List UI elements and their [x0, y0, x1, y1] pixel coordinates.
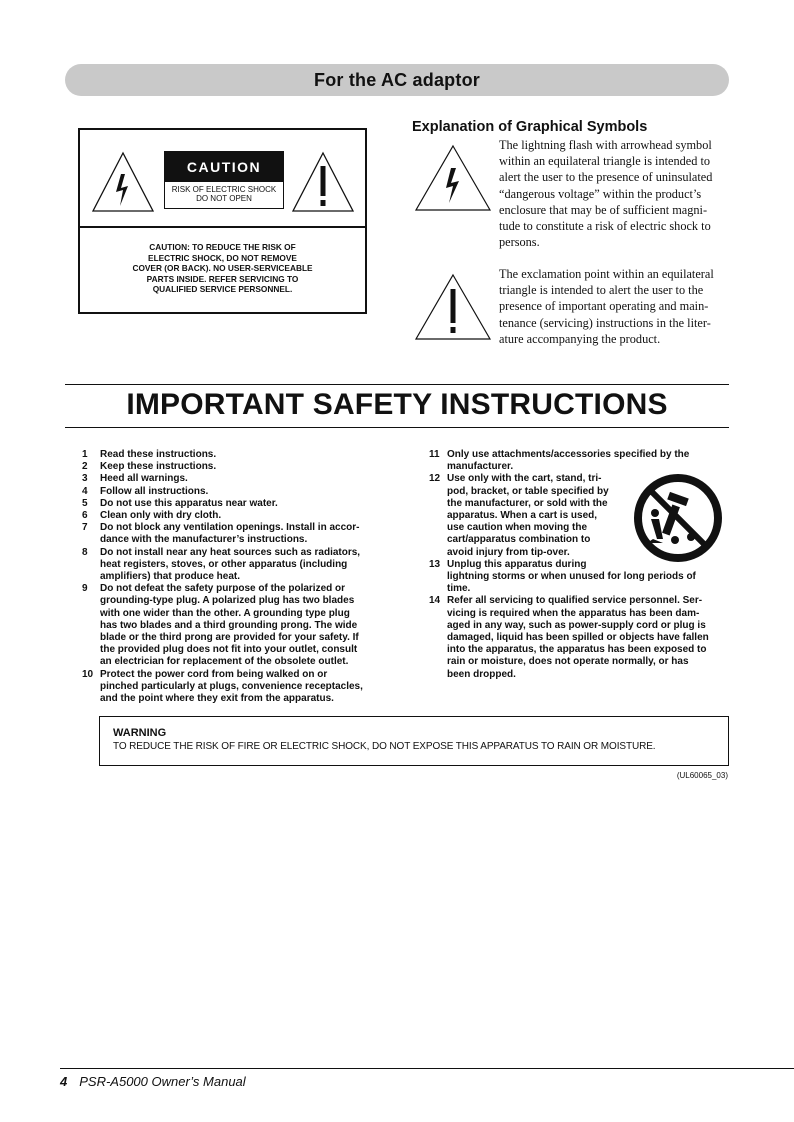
instruction-line: Unplug this apparatus during — [447, 558, 587, 570]
instruction-item — [82, 510, 382, 522]
instruction-number: 13 — [429, 558, 441, 570]
instruction-line: grounding-type plug. A polarized plug has two blades — [100, 595, 355, 607]
instruction-line: avoid injury from tip-over. — [447, 546, 570, 558]
instruction-line: Keep these instructions. — [100, 461, 217, 473]
caution-box — [78, 128, 367, 314]
lightning-explanation-line: persons. — [499, 235, 540, 250]
warning-box — [99, 716, 729, 766]
warning-text: TO REDUCE THE RISK OF FIRE OR ELECTRIC SHOCK, DO NOT EXPOSE THIS APPARATUS TO RAIN OR MOISTURE. — [113, 741, 656, 752]
instruction-line: an electrician for replacement of the obsolete outlet. — [100, 656, 349, 668]
caution-sub-line: RISK OF ELECTRIC SHOCK — [171, 185, 277, 194]
instruction-text — [100, 449, 382, 461]
instruction-text — [100, 461, 382, 473]
lightning-explanation — [499, 137, 727, 250]
manual-title: PSR-A5000 Owner’s Manual — [79, 1074, 246, 1089]
instruction-number: 5 — [82, 497, 88, 509]
caution-sub-line: DO NOT OPEN — [196, 194, 252, 203]
instruction-line: the manufacturer, or sold with the — [447, 497, 608, 509]
exclamation-explanation-line: tenance (servicing) instructions in the liter- — [499, 315, 711, 330]
instruction-item — [82, 449, 382, 461]
instruction-number: 1 — [82, 449, 88, 460]
instruction-line: amplifiers) that produce heat. — [100, 571, 241, 583]
exclamation-explanation-line: The exclamation point within an equilateral — [499, 267, 714, 281]
lightning-explanation-line: alert the user to the presence of uninsulated — [499, 170, 713, 185]
instruction-text — [100, 522, 382, 546]
instruction-number: 12 — [429, 473, 441, 485]
instruction-line: time. — [447, 583, 471, 595]
lightning-triangle-icon — [413, 143, 493, 213]
instruction-line: Refer all servicing to qualified service personnel. Ser- — [447, 595, 703, 607]
instruction-line: Heed all warnings. — [100, 473, 188, 485]
instruction-item — [82, 547, 382, 584]
instruction-item — [82, 522, 382, 546]
instruction-line: Do not use this apparatus near water. — [100, 497, 278, 509]
page-footer — [60, 1074, 246, 1089]
instruction-line: Read these instructions. — [100, 449, 217, 460]
instruction-line: blade or the third prong are provided for your safety. If — [100, 632, 359, 644]
instruction-line: vicing is required when the apparatus has been dam- — [447, 607, 700, 619]
instruction-item — [82, 473, 382, 485]
instruction-item — [429, 449, 727, 473]
instruction-line: heat registers, stoves, or other apparatus (including — [100, 558, 348, 570]
instruction-text — [100, 669, 382, 706]
exclamation-explanation — [499, 266, 727, 347]
caution-text-line: PARTS INSIDE. REFER SERVICING TO — [146, 273, 299, 284]
instruction-line: with one wider than the other. A grounding type plug — [100, 607, 350, 619]
exclamation-explanation-line: presence of important operating and main- — [499, 299, 709, 314]
instruction-line: dance with the manufacturer’s instructions. — [100, 534, 308, 546]
instruction-item — [82, 498, 382, 510]
instruction-number: 9 — [82, 583, 88, 595]
instruction-text — [100, 498, 382, 510]
caution-text-line: ELECTRIC SHOCK, DO NOT REMOVE — [148, 252, 297, 263]
section-header-band — [65, 64, 729, 96]
instruction-number: 10 — [82, 668, 94, 680]
instruction-line: been dropped. — [447, 668, 516, 680]
lightning-triangle-icon — [90, 150, 156, 214]
instruction-item — [82, 669, 382, 706]
instruction-text — [447, 595, 727, 680]
instruction-line: Only use attachments/accessories specified by the — [447, 449, 690, 460]
exclamation-explanation-line: triangle is intended to alert the user to the — [499, 283, 704, 298]
lightning-explanation-line: enclosure that may be of sufficient magni- — [499, 202, 708, 217]
ul-code: (UL60065_03) — [676, 771, 728, 780]
instruction-line: into the apparatus, the apparatus has been exposed to — [447, 644, 707, 656]
instruction-line: manufacturer. — [447, 461, 514, 473]
caution-text-line: CAUTION: TO REDUCE THE RISK OF — [149, 242, 296, 252]
instruction-line: damaged, liquid has been spilled or objects have fallen — [447, 632, 709, 644]
instruction-line: Do not defeat the safety purpose of the polarized or — [100, 583, 346, 595]
instructions-left-column — [82, 449, 382, 705]
instruction-item — [429, 559, 727, 596]
instruction-number: 11 — [429, 449, 440, 460]
instruction-line: Protect the power cord from being walked on or — [100, 668, 328, 680]
lightning-explanation-line: The lightning flash with arrowhead symbol — [499, 138, 712, 152]
instruction-line: Use only with the cart, stand, tri- — [447, 473, 602, 485]
footer-rule — [60, 1068, 794, 1069]
instruction-line: and the point where they exit from the apparatus. — [100, 693, 334, 705]
exclamation-triangle-icon — [290, 150, 356, 214]
title-bottom-rule — [65, 427, 729, 428]
instruction-line: Do not install near any heat sources such as radiators, — [100, 546, 361, 558]
instruction-number: 8 — [82, 546, 88, 558]
instruction-number: 7 — [82, 522, 88, 534]
instruction-line: Do not block any ventilation openings. Install in accor- — [100, 522, 360, 534]
cart-tipover-icon — [633, 473, 723, 563]
caution-text-line: QUALIFIED SERVICE PERSONNEL. — [152, 284, 293, 294]
instruction-line: rain or moisture, does not operate normally, or has — [447, 656, 689, 668]
lightning-explanation-line: “dangerous voltage” within the product’s — [499, 186, 702, 201]
caution-label-subtext — [165, 182, 283, 203]
instruction-text — [447, 449, 727, 473]
section-header-title: For the AC adaptor — [314, 69, 480, 90]
instruction-number: 4 — [82, 485, 88, 497]
instruction-number: 6 — [82, 510, 88, 522]
instruction-line: Clean only with dry cloth. — [100, 510, 222, 522]
instruction-item — [82, 583, 382, 668]
instruction-line: the provided plug does not fit into your outlet, consult — [100, 644, 358, 656]
instruction-item — [82, 486, 382, 498]
instruction-line: use caution when moving the — [447, 522, 588, 534]
explanation-title: Explanation of Graphical Symbols — [412, 119, 648, 135]
instruction-text — [447, 559, 727, 596]
lightning-explanation-line: tude to constitute a risk of electric shock to — [499, 219, 711, 234]
page-number: 4 — [60, 1074, 68, 1089]
warning-title: WARNING — [113, 727, 167, 739]
caution-label — [164, 151, 284, 209]
instruction-line: Follow all instructions. — [100, 485, 209, 497]
instruction-item — [429, 595, 727, 680]
instruction-item — [82, 461, 382, 473]
instruction-line: apparatus. When a cart is used, — [447, 510, 598, 522]
instruction-number: 14 — [429, 595, 441, 607]
instruction-text — [100, 583, 382, 668]
page-title: IMPORTANT SAFETY INSTRUCTIONS — [126, 388, 668, 421]
caution-label-heading: CAUTION — [165, 152, 283, 182]
instruction-line: cart/apparatus combination to — [447, 534, 591, 546]
instruction-number: 2 — [82, 461, 88, 473]
instruction-line: has two blades and a third grounding prong. The wide — [100, 619, 358, 631]
instruction-line: pinched particularly at plugs, convenience receptacles, — [100, 680, 363, 692]
instruction-line: aged in any way, such as power-supply cord or plug is — [447, 619, 706, 631]
instruction-line: lightning storms or when unused for long periods of — [447, 571, 696, 583]
instruction-text — [100, 473, 382, 485]
instruction-line: pod, bracket, or table specified by — [447, 485, 609, 497]
lightning-explanation-line: within an equilateral triangle is intended to — [499, 154, 711, 169]
instruction-text — [100, 486, 382, 498]
instruction-number: 3 — [82, 473, 88, 485]
exclamation-triangle-icon — [413, 272, 493, 342]
exclamation-explanation-line: ature accompanying the product. — [499, 331, 661, 346]
title-top-rule — [65, 384, 729, 385]
caution-divider — [80, 226, 365, 228]
caution-warning-text — [98, 242, 347, 295]
instruction-text — [100, 547, 382, 584]
instruction-text — [100, 510, 382, 522]
caution-text-line: COVER (OR BACK). NO USER-SERVICEABLE — [132, 263, 313, 273]
